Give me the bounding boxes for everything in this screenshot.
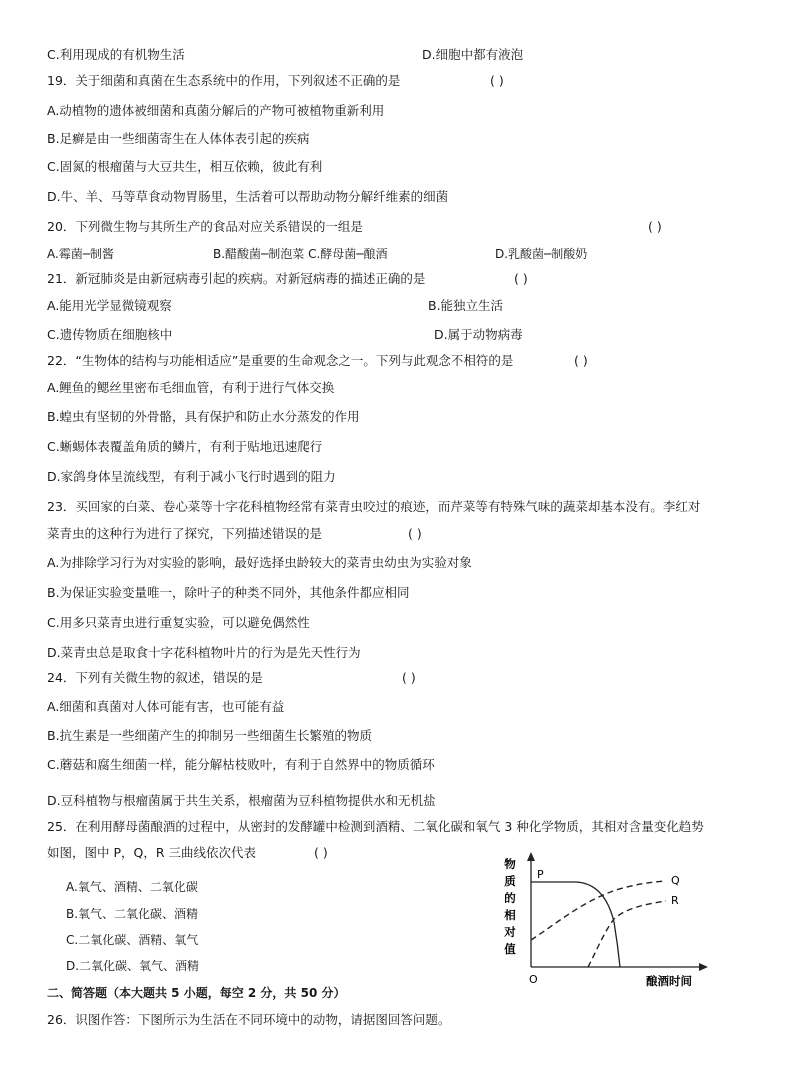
y-axis-label-char: 相 xyxy=(504,908,516,922)
q24-answer-paren: ( ) xyxy=(402,670,416,685)
q25-option-c: C.二氧化碳、酒精、氧气 xyxy=(66,933,199,947)
q19-option-d: D.牛、羊、马等草食动物胃肠里，生活着可以帮助动物分解纤维素的细菌 xyxy=(47,189,449,204)
q25-stem-line1: 25．在利用酵母菌酿酒的过程中，从密封的发酵罐中检测到酒精、二氧化碳和氧气 3 种化学物质，其相对含量变化趋势 xyxy=(47,819,704,834)
y-axis-label-char: 的 xyxy=(504,891,516,905)
q25-answer-paren: ( ) xyxy=(314,845,328,860)
curve-r xyxy=(588,901,666,967)
q22-option-a: A.鲤鱼的鳃丝里密布毛细血管，有利于进行气体交换 xyxy=(47,380,335,395)
curve-p xyxy=(531,882,620,967)
q24-option-b: B.抗生素是一些细菌产生的抑制另一些细菌生长繁殖的物质 xyxy=(47,728,373,743)
q24-option-c: C.蘑菇和腐生细菌一样，能分解枯枝败叶，有利于自然界中的物质循环 xyxy=(47,757,435,772)
y-axis-label xyxy=(503,857,516,956)
q24-option-a: A.细菌和真菌对人体可能有害，也可能有益 xyxy=(47,699,285,714)
q19-option-b: B.足癣是由一些细菌寄生在人体体表引起的疾病 xyxy=(47,131,310,146)
q19-answer-paren: ( ) xyxy=(490,73,504,88)
q25-option-b: B.氧气、二氧化碳、酒精 xyxy=(66,907,199,921)
q21-option-b: B.能独立生活 xyxy=(428,298,504,313)
q21-stem: 21．新冠肺炎是由新冠病毒引起的疾病。对新冠病毒的描述正确的是 xyxy=(47,271,426,286)
y-axis-label-char: 质 xyxy=(504,874,516,888)
q22-option-b: B.蝗虫有坚韧的外骨骼，具有保护和防止水分蒸发的作用 xyxy=(47,409,360,424)
q25-stem-line2: 如图，图中 P，Q，R 三曲线依次代表 xyxy=(47,845,257,860)
q21-answer-paren: ( ) xyxy=(514,271,528,286)
q20-option-a: A.霉菌─制酱 xyxy=(47,247,115,261)
q21-option-d: D.属于动物病毒 xyxy=(434,327,523,342)
section-heading-short-answer: 二、简答题（本大题共 5 小题，每空 2 分，共 50 分） xyxy=(47,986,346,1000)
fermentation-curve-figure xyxy=(496,852,716,992)
curve-label-r: R xyxy=(671,894,679,907)
y-axis-label-char: 值 xyxy=(504,942,516,956)
q18-option-c: C.利用现成的有机物生活 xyxy=(47,47,185,62)
q23-option-a: A.为排除学习行为对实验的影响，最好选择虫龄较大的菜青虫幼虫为实验对象 xyxy=(47,555,472,570)
origin-label: O xyxy=(529,973,538,986)
q22-option-d: D.家鸽身体呈流线型，有利于减小飞行时遇到的阻力 xyxy=(47,469,336,484)
q22-stem: 22．“生物体的结构与功能相适应”是重要的生命观念之一。下列与此观念不相符的是 xyxy=(47,353,514,368)
q18-option-d: D.细胞中都有液泡 xyxy=(422,47,524,62)
q20-answer-paren: ( ) xyxy=(648,219,662,234)
q21-option-a: A.能用光学显微镜观察 xyxy=(47,298,172,313)
q23-stem-line1: 23．买回家的白菜、卷心菜等十字花科植物经常有菜青虫咬过的痕迹，而芹菜等有特殊气味的蔬菜却基本没有。李红对 xyxy=(47,499,701,514)
q23-answer-paren: ( ) xyxy=(408,526,422,541)
y-axis-label-char: 物 xyxy=(504,857,516,871)
q26-stem: 26．识图作答：下图所示为生活在不同环境中的动物，请据图回答问题。 xyxy=(47,1012,451,1027)
q20-option-d: D.乳酸菌─制酸奶 xyxy=(495,247,588,261)
q21-option-c: C.遗传物质在细胞核中 xyxy=(47,327,173,342)
q25-option-d: D.二氧化碳、氧气、酒精 xyxy=(66,959,200,973)
y-axis-label-char: 对 xyxy=(504,925,516,939)
q23-stem-line2: 菜青虫的这种行为进行了探究，下列描述错误的是 xyxy=(47,526,323,541)
curve-q xyxy=(531,881,666,940)
q20-option-bc: B.醋酸菌─制泡菜 C.酵母菌─酿酒 xyxy=(213,247,388,261)
q20-stem: 20．下列微生物与其所生产的食品对应关系错误的一组是 xyxy=(47,219,363,234)
q24-option-d: D.豆科植物与根瘤菌属于共生关系，根瘤菌为豆科植物提供水和无机盐 xyxy=(47,793,436,808)
q24-stem: 24．下列有关微生物的叙述，错误的是 xyxy=(47,670,263,685)
q19-stem: 19．关于细菌和真菌在生态系统中的作用，下列叙述不正确的是 xyxy=(47,73,401,88)
q25-option-a: A.氧气、酒精、二氧化碳 xyxy=(66,880,198,894)
x-axis-arrow xyxy=(699,963,708,971)
q22-option-c: C.蜥蜴体表覆盖角质的鳞片，有利于贴地迅速爬行 xyxy=(47,439,323,454)
q23-option-c: C.用多只菜青虫进行重复实验，可以避免偶然性 xyxy=(47,615,310,630)
q19-option-c: C.固氮的根瘤菌与大豆共生，相互依赖，彼此有利 xyxy=(47,159,323,174)
q19-option-a: A.动植物的遗体被细菌和真菌分解后的产物可被植物重新利用 xyxy=(47,103,385,118)
q23-option-d: D.菜青虫总是取食十字花科植物叶片的行为是先天性行为 xyxy=(47,645,361,660)
q22-answer-paren: ( ) xyxy=(574,353,588,368)
y-axis-arrow xyxy=(527,852,535,861)
q23-option-b: B.为保证实验变量唯一，除叶子的种类不同外，其他条件都应相同 xyxy=(47,585,410,600)
curve-label-p: P xyxy=(537,868,544,881)
x-axis-label: 酿酒时间 xyxy=(646,974,692,988)
curve-label-q: Q xyxy=(671,874,680,887)
